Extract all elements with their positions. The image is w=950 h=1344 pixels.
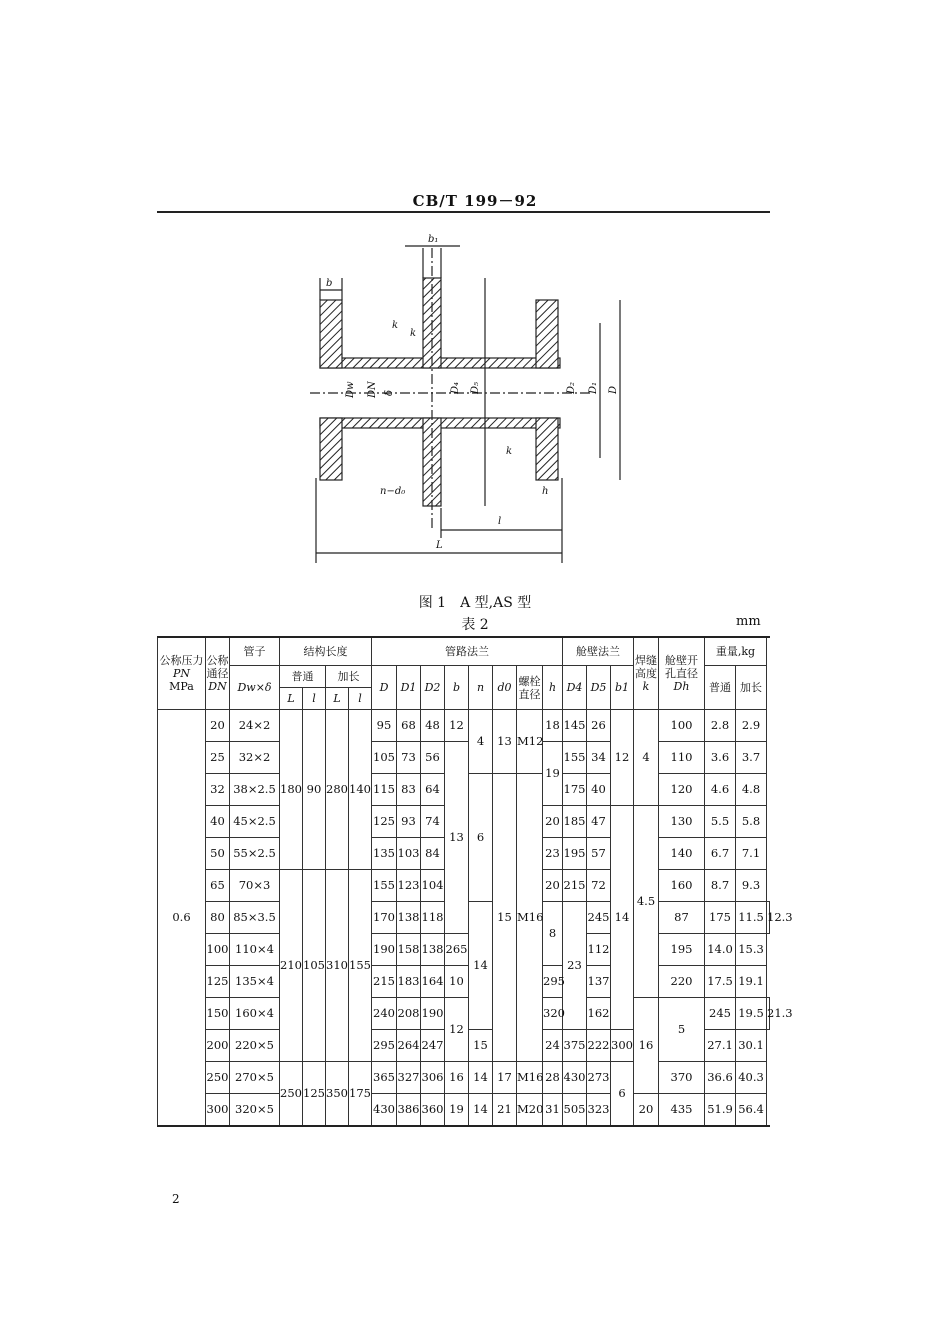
- hdr-D4: D4: [563, 666, 587, 710]
- table-cell: 215: [372, 966, 397, 998]
- table-cell: 264: [397, 1030, 421, 1062]
- table-cell: 14: [469, 1094, 493, 1127]
- table-cell: 15: [493, 774, 517, 1062]
- table-cell: 8.7: [705, 870, 736, 902]
- table-cell: 13: [445, 742, 469, 934]
- table-cell: 13: [493, 710, 517, 774]
- hdr-length: 结构长度: [280, 637, 372, 666]
- table-cell: 2.9: [736, 710, 767, 742]
- table-cell: 150: [206, 998, 230, 1030]
- table-cell: 19.1: [736, 966, 767, 998]
- table-cell: 386: [397, 1094, 421, 1127]
- table-cell: 430: [563, 1062, 587, 1094]
- table-cell: 164: [421, 966, 445, 998]
- table-cell: 4.5: [634, 806, 659, 998]
- table-row: [158, 710, 770, 742]
- hdr-n: n: [469, 666, 493, 710]
- header-rule: [157, 211, 770, 213]
- table-cell: 6: [611, 1062, 634, 1127]
- table-cell: 90: [303, 710, 326, 870]
- page-number: 2: [172, 1192, 180, 1206]
- hdr-L: L: [280, 688, 303, 710]
- svg-text:Dw: Dw: [345, 381, 356, 398]
- table-cell: 2.8: [705, 710, 736, 742]
- svg-text:b: b: [326, 278, 333, 289]
- table-cell: 208: [397, 998, 421, 1030]
- hdr-bolt: [517, 666, 543, 710]
- hdr-hole: [659, 637, 705, 710]
- table-cell: 26: [587, 710, 611, 742]
- table-cell: 32×2: [230, 742, 280, 774]
- svg-text:l: l: [498, 516, 502, 527]
- hdr-D5: D5: [587, 666, 611, 710]
- hdr-w-ext: 加长: [736, 666, 767, 710]
- table-cell: 265: [445, 934, 469, 966]
- table-cell: 17.5: [705, 966, 736, 998]
- table-cell: 24: [543, 1030, 563, 1062]
- header-text: Dh: [673, 680, 690, 693]
- hdr-pipe-flange: 管路法兰: [372, 637, 563, 666]
- table-cell: 30.1: [736, 1030, 767, 1062]
- table-cell: 180: [280, 710, 303, 870]
- table-cell: 273: [587, 1062, 611, 1094]
- table-row: [158, 1094, 770, 1127]
- table-unit: mm: [736, 614, 761, 629]
- table-cell: 21.3: [767, 998, 770, 1030]
- svg-text:h: h: [542, 486, 549, 497]
- table-cell: 145: [563, 710, 587, 742]
- table-title: 表 2: [461, 617, 489, 633]
- table-cell: 123: [397, 870, 421, 902]
- header-text: DN: [208, 680, 227, 693]
- table-cell: 73: [397, 742, 421, 774]
- table-cell: 320×5: [230, 1094, 280, 1127]
- table-cell: 12: [445, 710, 469, 742]
- table-cell: 48: [421, 710, 445, 742]
- table-cell: 270×5: [230, 1062, 280, 1094]
- table-cell: 87: [659, 902, 705, 934]
- table-cell: 430: [372, 1094, 397, 1127]
- table-cell: 103: [397, 838, 421, 870]
- table-cell: 15: [469, 1030, 493, 1062]
- table-cell: 300: [206, 1094, 230, 1127]
- header-text: 公称压力: [159, 654, 204, 667]
- svg-text:k: k: [506, 446, 513, 457]
- header-text: MPa: [169, 680, 194, 693]
- table-cell: 20: [634, 1094, 659, 1127]
- table-cell: 220: [659, 966, 705, 998]
- svg-text:δ: δ: [384, 389, 395, 396]
- svg-text:D₅: D₅: [470, 381, 481, 394]
- flange-drawing: [280, 228, 640, 580]
- header-text: 通径: [206, 667, 229, 680]
- table-cell: 19: [543, 742, 563, 806]
- table-row: [158, 998, 770, 1030]
- table-row: [158, 1062, 770, 1094]
- table-cell: 215: [563, 870, 587, 902]
- table-cell: 222: [587, 1030, 611, 1062]
- table-cell: 245: [587, 902, 611, 934]
- table-cell: 11.5: [736, 902, 767, 934]
- table-cell: 140: [349, 710, 372, 870]
- table-cell: 300: [611, 1030, 634, 1062]
- svg-text:D: D: [608, 385, 619, 394]
- table-cell: 245: [705, 998, 736, 1030]
- table-cell: 323: [587, 1094, 611, 1127]
- table-cell: 23: [543, 838, 563, 870]
- table-cell: 18: [543, 710, 563, 742]
- table-cell: 125: [372, 806, 397, 838]
- table-cell: 80: [206, 902, 230, 934]
- table-cell: 68: [397, 710, 421, 742]
- table-cell: 190: [372, 934, 397, 966]
- standard-header: CB/T 199－92: [412, 192, 538, 210]
- hdr-bulkhead-flange: 舱壁法兰: [563, 637, 634, 666]
- table-cell: 64: [421, 774, 445, 806]
- hdr-pipe-sub: Dw×δ: [230, 666, 280, 710]
- hdr-normal: 普通: [280, 666, 326, 688]
- table-cell: 74: [421, 806, 445, 838]
- table-cell: 250: [280, 1062, 303, 1127]
- table-cell: 93: [397, 806, 421, 838]
- table-cell: 280: [326, 710, 349, 870]
- table-cell: 55×2.5: [230, 838, 280, 870]
- hdr-w-normal: 普通: [705, 666, 736, 710]
- table-cell: 220×5: [230, 1030, 280, 1062]
- spec-table: [157, 636, 793, 1127]
- table-cell: 17: [493, 1062, 517, 1094]
- svg-text:b₁: b₁: [428, 234, 439, 245]
- table-cell: 175: [563, 774, 587, 806]
- table-cell: 16: [634, 998, 659, 1094]
- table-cell: 4: [634, 710, 659, 806]
- table-cell: 360: [421, 1094, 445, 1127]
- table-row: [158, 742, 770, 774]
- table-row: [158, 934, 770, 966]
- hdr-D: D: [372, 666, 397, 710]
- hdr-l: l: [303, 688, 326, 710]
- table-cell: 47: [587, 806, 611, 838]
- table-cell: 23: [563, 902, 587, 1030]
- hdr-weld: [634, 637, 659, 710]
- table-cell: 195: [563, 838, 587, 870]
- header-text: 直径: [518, 687, 541, 701]
- table-cell: M16: [517, 1062, 543, 1094]
- table-cell: 100: [659, 710, 705, 742]
- header-text: 螺栓: [518, 674, 541, 688]
- table-cell: 19.5: [736, 998, 767, 1030]
- hdr-b1: b1: [611, 666, 634, 710]
- hdr-extended: 加长: [326, 666, 372, 688]
- table-cell: 170: [372, 902, 397, 934]
- table-cell: 21: [493, 1094, 517, 1127]
- table-cell: 15.3: [736, 934, 767, 966]
- hdr-pipe: 管子: [230, 637, 280, 666]
- hdr-pn: [158, 637, 206, 710]
- header-text: 舱壁开: [665, 654, 698, 667]
- table-cell: 8: [543, 902, 563, 966]
- hdr-D2: D2: [421, 666, 445, 710]
- table-cell: 20: [543, 806, 563, 838]
- table-cell: 365: [372, 1062, 397, 1094]
- table-cell: 4.6: [705, 774, 736, 806]
- table-cell: 250: [206, 1062, 230, 1094]
- table-cell: 375: [563, 1030, 587, 1062]
- header-text: 高度: [635, 667, 657, 680]
- svg-text:DN: DN: [367, 381, 378, 398]
- table-cell: 200: [206, 1030, 230, 1062]
- table-cell: 505: [563, 1094, 587, 1127]
- hdr-L2: L: [326, 688, 349, 710]
- hdr-weight: 重量,kg: [705, 637, 767, 666]
- table-cell: 190: [421, 998, 445, 1030]
- table-cell: 12.3: [767, 902, 770, 934]
- table-cell: 50: [206, 838, 230, 870]
- table-cell: 240: [372, 998, 397, 1030]
- table-cell: 130: [659, 806, 705, 838]
- table-cell: 38×2.5: [230, 774, 280, 806]
- hdr-d0: d0: [493, 666, 517, 710]
- table-cell: 100: [206, 934, 230, 966]
- table-cell: 34: [587, 742, 611, 774]
- table-cell: 4.8: [736, 774, 767, 806]
- table-cell: 110: [659, 742, 705, 774]
- table-cell: 162: [587, 998, 611, 1030]
- table-cell: 56: [421, 742, 445, 774]
- table-cell: 40.3: [736, 1062, 767, 1094]
- table-cell: 310: [326, 870, 349, 1062]
- header-text: 公称: [206, 654, 229, 667]
- svg-text:L: L: [436, 540, 443, 551]
- table-cell: 51.9: [705, 1094, 736, 1127]
- table-cell: 175: [705, 902, 736, 934]
- table-cell: 135: [372, 838, 397, 870]
- table-cell: 155: [563, 742, 587, 774]
- table-cell: 5: [659, 998, 705, 1062]
- figure-caption: 图 1 A 型,AS 型: [418, 595, 532, 611]
- table-cell: 40: [206, 806, 230, 838]
- table-cell: 125: [206, 966, 230, 998]
- table-cell: 65: [206, 870, 230, 902]
- table-cell: 14: [469, 1062, 493, 1094]
- table-cell: 56.4: [736, 1094, 767, 1127]
- hdr-D1: D1: [397, 666, 421, 710]
- table-cell: 14.0: [705, 934, 736, 966]
- hdr-l2: l: [349, 688, 372, 710]
- table-cell: 104: [421, 870, 445, 902]
- table-cell: 28: [543, 1062, 563, 1094]
- pn-cell: 0.6: [158, 710, 206, 1127]
- table-cell: 110×4: [230, 934, 280, 966]
- table-cell: M20: [517, 1094, 543, 1127]
- table-cell: 158: [397, 934, 421, 966]
- table-cell: 14: [469, 902, 493, 1030]
- table-cell: 7.1: [736, 838, 767, 870]
- table-cell: 20: [206, 710, 230, 742]
- table-cell: 327: [397, 1062, 421, 1094]
- table-cell: 85×3.5: [230, 902, 280, 934]
- table-cell: 105: [303, 870, 326, 1062]
- table-cell: 31: [543, 1094, 563, 1127]
- table-cell: M12: [517, 710, 543, 774]
- table-cell: 137: [587, 966, 611, 998]
- table-cell: 10: [445, 966, 469, 998]
- table-cell: 155: [372, 870, 397, 902]
- table-cell: 20: [543, 870, 563, 902]
- svg-text:k: k: [392, 320, 399, 331]
- table-cell: 4: [469, 710, 493, 774]
- table-cell: 138: [397, 902, 421, 934]
- header-text: k: [642, 680, 650, 693]
- table-cell: 125: [303, 1062, 326, 1127]
- table-cell: 135×4: [230, 966, 280, 998]
- table-cell: 12: [611, 710, 634, 806]
- table-cell: 19: [445, 1094, 469, 1127]
- table-cell: 24×2: [230, 710, 280, 742]
- table-cell: 115: [372, 774, 397, 806]
- table-cell: 32: [206, 774, 230, 806]
- table-cell: 57: [587, 838, 611, 870]
- table-cell: 95: [372, 710, 397, 742]
- hdr-h: h: [543, 666, 563, 710]
- hdr-dn: [206, 637, 230, 710]
- table-cell: 45×2.5: [230, 806, 280, 838]
- table-cell: 295: [372, 1030, 397, 1062]
- table-cell: 120: [659, 774, 705, 806]
- table-cell: 3.6: [705, 742, 736, 774]
- table-cell: 320: [543, 998, 563, 1030]
- header-text: PN: [172, 667, 191, 680]
- table-cell: 5.8: [736, 806, 767, 838]
- table-cell: 185: [563, 806, 587, 838]
- table-cell: 9.3: [736, 870, 767, 902]
- table-cell: 210: [280, 870, 303, 1062]
- table-cell: 112: [587, 934, 611, 966]
- table-cell: 247: [421, 1030, 445, 1062]
- hdr-b: b: [445, 666, 469, 710]
- table-cell: 118: [421, 902, 445, 934]
- table-cell: 183: [397, 966, 421, 998]
- svg-text:D₁: D₁: [588, 381, 599, 394]
- table-cell: 105: [372, 742, 397, 774]
- svg-text:n−d₀: n−d₀: [380, 486, 406, 497]
- table-cell: 140: [659, 838, 705, 870]
- table-row: [158, 966, 770, 998]
- table-cell: 70×3: [230, 870, 280, 902]
- table-cell: M16: [517, 774, 543, 1062]
- table-cell: 295: [543, 966, 563, 998]
- table-cell: 435: [659, 1094, 705, 1127]
- table-cell: 36.6: [705, 1062, 736, 1094]
- table-cell: 350: [326, 1062, 349, 1127]
- table-cell: 306: [421, 1062, 445, 1094]
- table-cell: 155: [349, 870, 372, 1062]
- table-cell: 40: [587, 774, 611, 806]
- table-cell: 83: [397, 774, 421, 806]
- table-cell: 175: [349, 1062, 372, 1127]
- table-cell: 138: [421, 934, 445, 966]
- table-cell: 6.7: [705, 838, 736, 870]
- table-cell: 160×4: [230, 998, 280, 1030]
- table-cell: 27.1: [705, 1030, 736, 1062]
- table-cell: 6: [469, 774, 493, 902]
- svg-text:k: k: [410, 328, 417, 339]
- table-cell: 25: [206, 742, 230, 774]
- table-cell: 160: [659, 870, 705, 902]
- table-cell: 72: [587, 870, 611, 902]
- table-cell: 14: [611, 806, 634, 1030]
- table-cell: 16: [445, 1062, 469, 1094]
- table-cell: 370: [659, 1062, 705, 1094]
- svg-text:D₄: D₄: [450, 381, 461, 394]
- table-cell: 3.7: [736, 742, 767, 774]
- header-text: 孔直径: [665, 667, 698, 680]
- svg-text:D₂: D₂: [566, 381, 577, 394]
- table-cell: 5.5: [705, 806, 736, 838]
- table-cell: 84: [421, 838, 445, 870]
- header-text: 焊缝: [635, 654, 657, 667]
- table-cell: 195: [659, 934, 705, 966]
- table-cell: 12: [445, 998, 469, 1062]
